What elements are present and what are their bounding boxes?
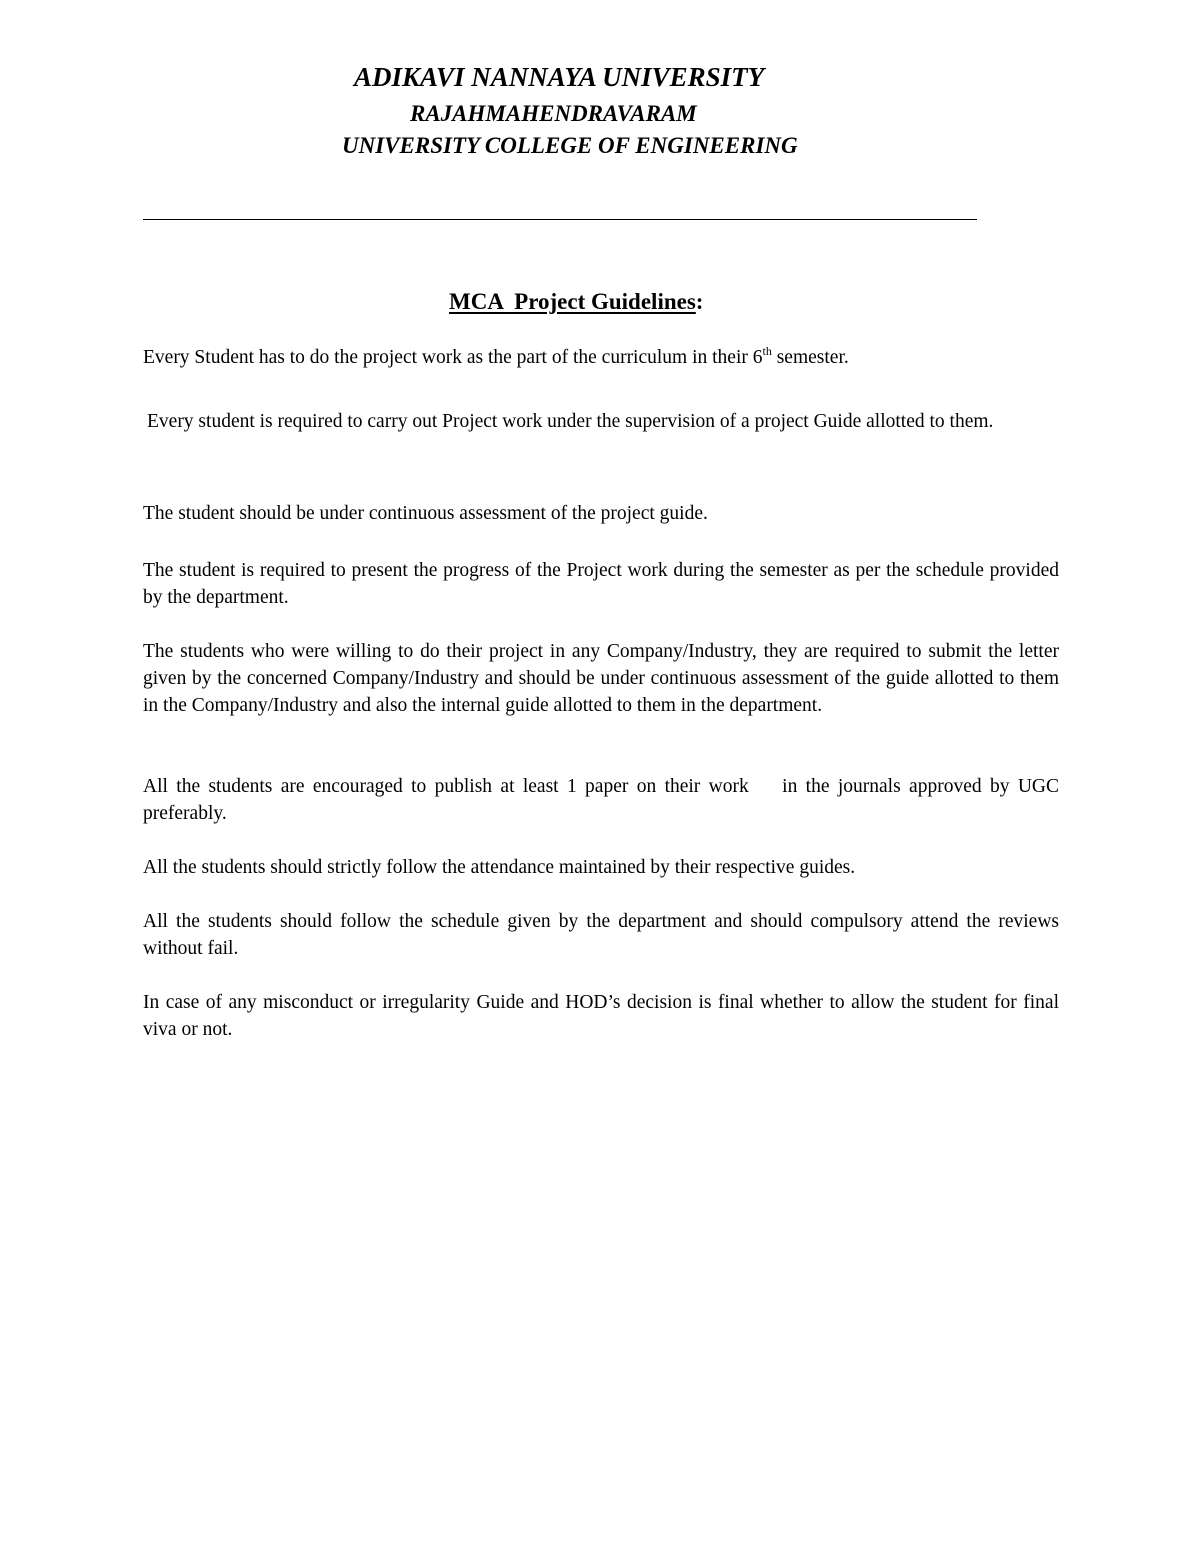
document-title-text: MCA Project Guidelines	[449, 289, 696, 314]
university-city: RAJAHMAHENDRAVARAM	[410, 101, 697, 126]
document-title	[449, 289, 703, 315]
guideline-paragraph-2: Every student is required to carry out Project work under the supervision of a project Guide allotted to them.	[147, 411, 994, 432]
ordinal-suffix: th	[762, 344, 772, 358]
college-name: UNIVERSITY COLLEGE OF ENGINEERING	[342, 133, 798, 158]
guideline-1-text: Every Student has to do the project work as the part of the curriculum in their 6	[143, 347, 763, 368]
guideline-paragraph-3: The student should be under continuous assessment of the project guide.	[143, 503, 708, 524]
guideline-1-tail: semester.	[771, 347, 849, 368]
university-name: ADIKAVI NANNAYA UNIVERSITY	[354, 62, 765, 92]
header-divider	[143, 219, 977, 220]
guideline-paragraph-9: In case of any misconduct or irregularity Guide and HOD’s decision is final whether to allow the student for final viva or not.	[143, 992, 1059, 1040]
guideline-paragraph-4: The student is required to present the progress of the Project work during the semester as per the schedule provided by the department.	[143, 560, 1059, 608]
guideline-paragraph-6: All the students are encouraged to publish at least 1 paper on their work in the journals approved by UGC preferably.	[143, 776, 1064, 824]
guideline-paragraph-8: All the students should follow the schedule given by the department and should compulsory attend the reviews without fail.	[143, 911, 1059, 959]
guideline-paragraph-5: The students who were willing to do their project in any Company/Industry, they are required to submit the letter given by the concerned Company/Industry and should be under continuous assessment of the guide allotted to them in the Company/Industry and also the internal guide allotted to them in the department.	[143, 641, 1059, 716]
guideline-paragraph-7: All the students should strictly follow the attendance maintained by their respective guides.	[143, 857, 856, 878]
document-title-colon: :	[695, 289, 704, 314]
guideline-paragraph-1	[143, 344, 1059, 371]
